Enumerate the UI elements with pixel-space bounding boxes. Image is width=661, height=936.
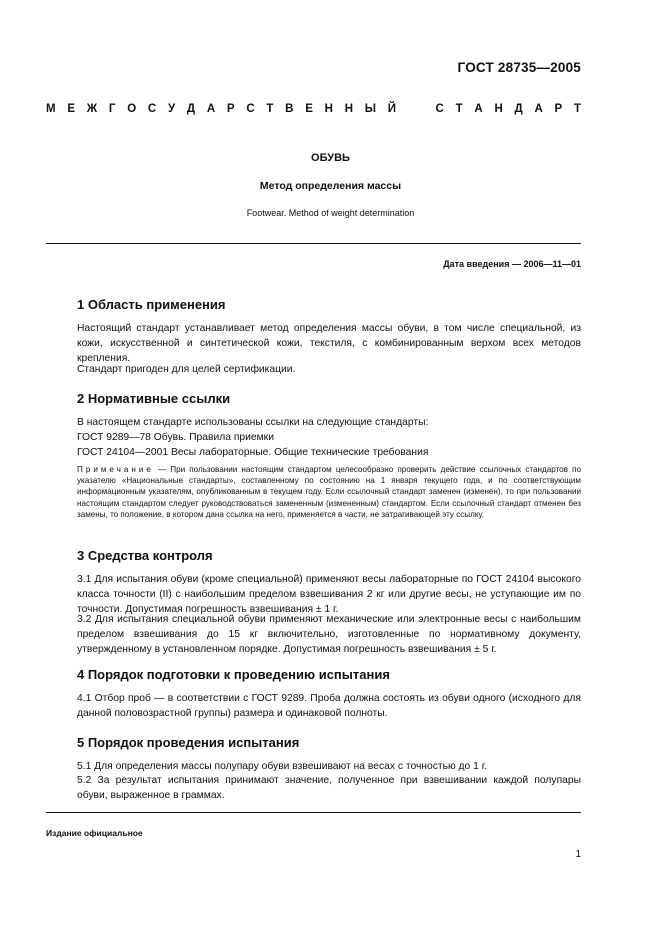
word1-letter: А — [206, 103, 216, 115]
word2-letter: А — [534, 103, 543, 115]
word1-letter: Р — [226, 103, 235, 115]
section-2-line-3: ГОСТ 24104—2001 Весы лабораторные. Общие технические требования — [77, 447, 429, 458]
section-5-heading: 5 Порядок проведения испытания — [77, 735, 300, 750]
word2-letter: Р — [554, 103, 563, 115]
title-divider — [46, 243, 581, 244]
footer-divider — [46, 812, 581, 813]
section-1-paragraph-2: Стандарт пригоден для целей сертификации. — [77, 364, 296, 375]
introduction-date: Дата введения — 2006—11—01 — [443, 259, 581, 269]
document-title: ОБУВЬ — [311, 152, 350, 164]
word2-letter: С — [435, 103, 444, 115]
word2-letter: Т — [455, 103, 463, 115]
word1-letter: Н — [324, 103, 333, 115]
word1-letter: Ж — [86, 103, 98, 115]
standard-type-heading — [46, 103, 581, 115]
word1-letter: Е — [67, 103, 76, 115]
section-5-paragraph-2-text: 5.2 За результат испытания принимают значение, полученное при взвешивании каждой полупары обуви, выраженное в граммах. — [77, 775, 581, 801]
word2-letter: Н — [494, 103, 503, 115]
word2-letter: Т — [573, 103, 581, 115]
section-1-paragraph-1-text: Настоящий стандарт устанавливает метод определения массы обуви, в том числе специальной, из кожи, искусственной и синтетической кожи, текстиля, с комбинированным верхом всех методов крепления. — [77, 323, 581, 364]
word1-letter: Т — [266, 103, 274, 115]
word1-letter: Ы — [364, 103, 377, 115]
section-2-line-2: ГОСТ 9289—78 Обувь. Правила приемки — [77, 432, 274, 443]
section-2-note — [77, 464, 581, 520]
word1-letter: Д — [186, 103, 196, 115]
section-3-heading: 3 Средства контроля — [77, 548, 213, 563]
section-4-paragraph-1-text: 4.1 Отбор проб — в соответствии с ГОСТ 9289. Проба должна состоять из обуви одного (исходного для данной половозрастной группы) размера и одинаковой полноты. — [77, 693, 581, 719]
word1-letter: О — [127, 103, 137, 115]
section-1-paragraph-1 — [77, 321, 581, 366]
section-3-paragraph-2 — [77, 612, 581, 657]
word1-letter: Г — [108, 103, 116, 115]
word1-letter: В — [285, 103, 294, 115]
section-3-paragraph-2-text: 3.2 Для испытания специальной обуви применяют механические или электронные весы с наибольшим пределом взвешивания до 15 кг включительно, изготовленные по нормативному документу, утвержденному в установленном порядке. Допустимая погрешность взвешивания ± 5 г. — [77, 614, 581, 655]
note-text: — При пользовании настоящим стандартом целесообразно проверить действие ссылочных стандартов по указателю «Национальные стандарты», составленному по состоянию на 1 января текущего года, и по соответствующим информационным указателям, опубликованным в текущем году. Если ссылочный стандарт заменен (изменен), то при пользовании настоящим стандартом следует руководствоваться замененным (измененным) стандартом. Если ссылочный стандарт отменен без замены, то положение, в котором дана ссылка на него, применяется в части, не затрагивающей эту ссылку. — [77, 465, 581, 519]
word2-letter: Д — [514, 103, 523, 115]
word1-letter: Й — [387, 103, 397, 115]
word1-letter: У — [167, 103, 176, 115]
english-title: Footwear. Method of weight determination — [246, 208, 415, 218]
word1-letter: М — [46, 103, 56, 115]
section-3-paragraph-1 — [77, 572, 581, 617]
section-2-heading: 2 Нормативные ссылки — [77, 391, 231, 406]
section-5-paragraph-2 — [77, 773, 581, 803]
word1-letter: С — [147, 103, 157, 115]
section-3-paragraph-1-text: 3.1 Для испытания обуви (кроме специальной) применяют весы лабораторные по ГОСТ 24104 высокого класса точности (II) с наибольшим пределом взвешивания 2 кг или другие весы, не уступающие им по точности. Допустимая погрешность взвешивания ± 1 г. — [77, 574, 581, 615]
word1-letter: Е — [305, 103, 313, 115]
edition-label: Издание официальное — [46, 828, 143, 838]
section-4-paragraph-1 — [77, 691, 581, 721]
page-number: 1 — [575, 849, 581, 860]
document-subtitle: Метод определения массы — [259, 180, 402, 192]
word1-letter: Н — [344, 103, 354, 115]
section-4-heading: 4 Порядок подготовки к проведению испытания — [77, 667, 390, 682]
section-2-line-1: В настоящем стандарте использованы ссылки на следующие стандарты: — [77, 417, 429, 428]
section-1-heading: 1 Область применения — [77, 297, 226, 312]
section-5-paragraph-1: 5.1 Для определения массы полупару обуви взвешивают на весах с точностью до 1 г. — [77, 761, 488, 772]
document-designation: ГОСТ 28735—2005 — [457, 60, 581, 75]
word2-letter: А — [474, 103, 483, 115]
word-gap — [408, 103, 424, 115]
note-label: Примечание — [77, 465, 154, 474]
word1-letter: С — [246, 103, 255, 115]
